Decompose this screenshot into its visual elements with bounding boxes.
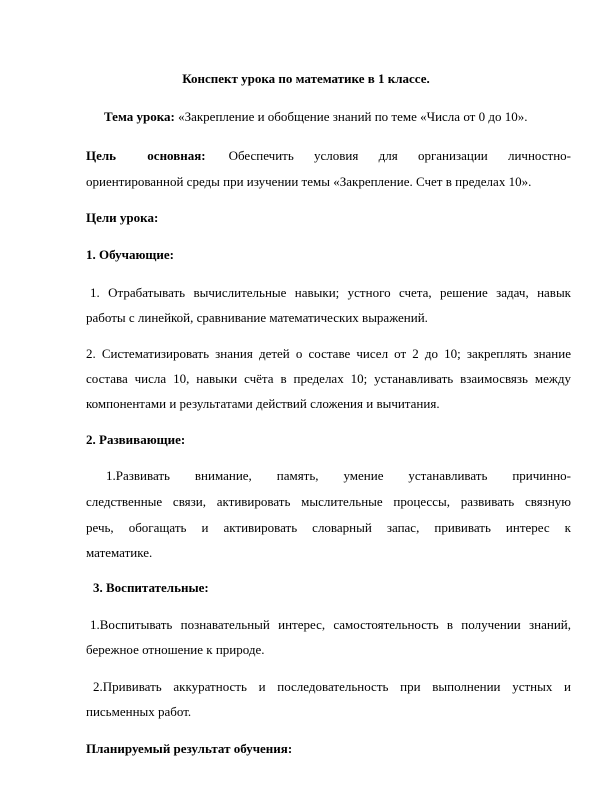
lesson-topic-label: Тема урока: <box>104 109 175 124</box>
educational-item-2-line-3: компонентами и результатами действий сложения и вычитания. <box>86 396 440 411</box>
main-goal-text-line-1: Обеспечить условия для организации личностно- <box>228 148 571 163</box>
educational-item-2-line-2: состава числа 10, навыки счёта в пределах 10; устанавливать взаимосвязь между <box>86 371 571 386</box>
developing-line-3: речь, обогащать и активировать словарный запас, прививать интерес к <box>86 520 571 535</box>
upbringing-item-1-line-2: бережное отношение к природе. <box>86 642 265 657</box>
upbringing-heading: 3. Воспитательные: <box>93 580 209 595</box>
educational-item-1-line-1: 1. Отрабатывать вычислительные навыки; устного счета, решение задач, навык <box>90 285 571 300</box>
main-goal-label: Цель основная: <box>86 148 206 163</box>
main-goal-line-2: ориентированной среды при изучении темы «Закрепление. Счет в пределах 10». <box>86 174 532 189</box>
upbringing-item-2-line-1: 2.Прививать аккуратность и последовательность при выполнении устных и <box>93 679 571 694</box>
developing-line-1: 1.Развивать внимание, память, умение устанавливать причинно- <box>106 468 571 483</box>
educational-heading: 1. Обучающие: <box>86 247 174 262</box>
upbringing-item-1-line-1: 1.Воспитывать познавательный интерес, самостоятельность в получении знаний, <box>90 617 571 632</box>
developing-heading: 2. Развивающие: <box>86 432 186 447</box>
planned-result-heading: Планируемый результат обучения: <box>86 741 293 756</box>
lesson-topic-text: «Закрепление и обобщение знаний по теме «Числа от 0 до 10». <box>174 109 528 124</box>
educational-item-1-line-2: работы с линейкой, сравнивание математических выражений. <box>86 310 428 325</box>
upbringing-item-2-line-2: письменных работ. <box>86 704 192 719</box>
document-title: Конспект урока по математике в 1 классе. <box>182 71 430 86</box>
educational-item-2-line-1: 2. Систематизировать знания детей о составе чисел от 2 до 10; закреплять знание <box>86 346 571 361</box>
main-goal-line-1 <box>86 147 571 165</box>
lesson-topic <box>104 108 527 126</box>
goals-heading: Цели урока: <box>86 210 159 225</box>
developing-line-2: следственные связи, активировать мыслительные процессы, развивать связную <box>86 494 571 509</box>
developing-line-4: математике. <box>86 545 153 560</box>
